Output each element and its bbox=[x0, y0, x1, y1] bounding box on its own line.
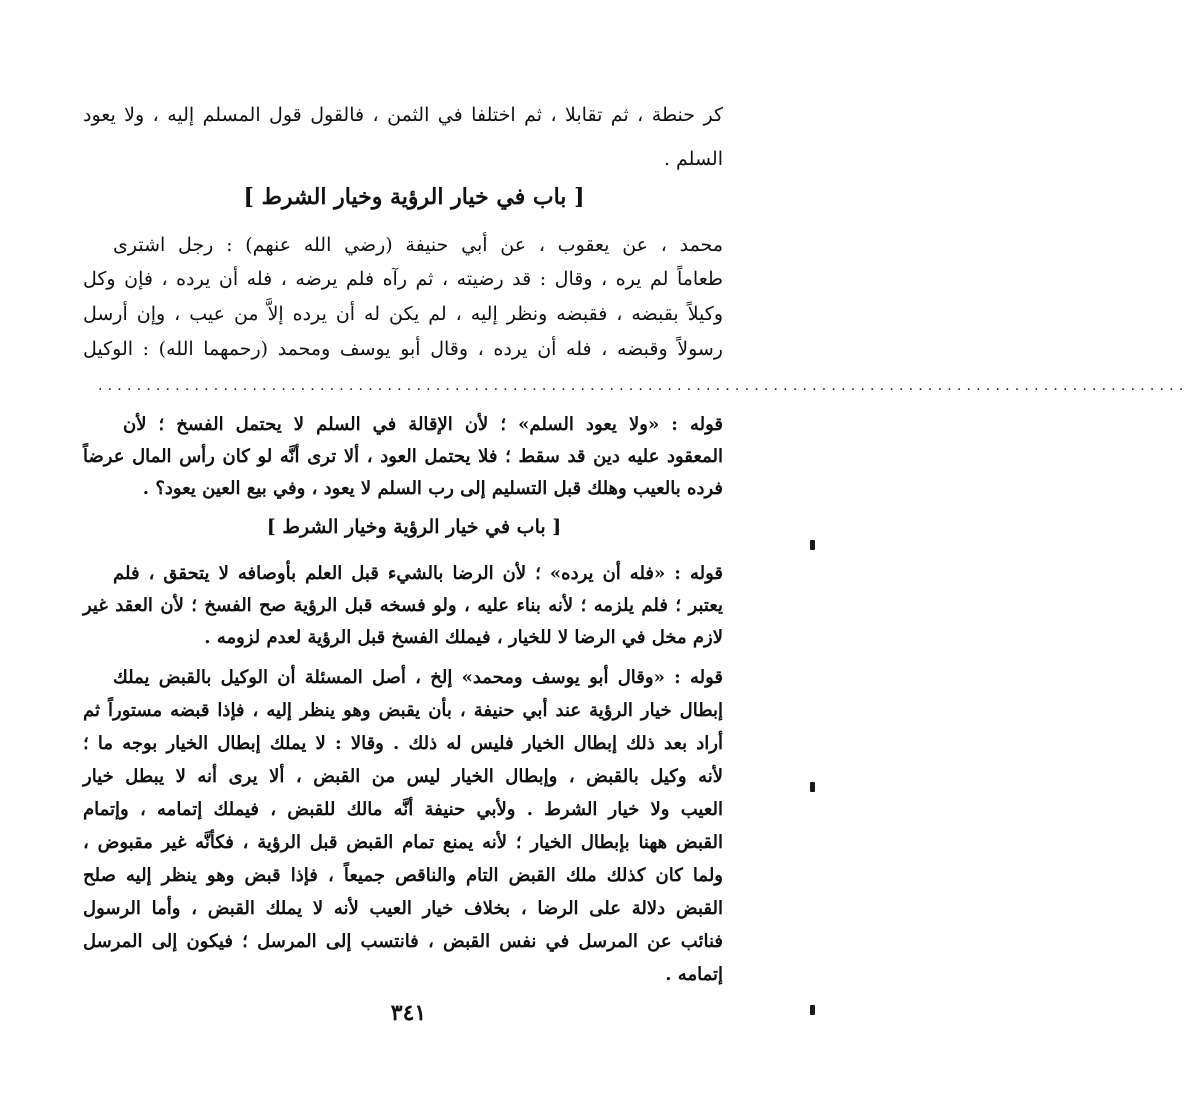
commentary-3-line-2: إبطال خيار الرؤية عند أبي حنيفة ، بأن يقبض وهو ينظر إليه ، فإذا قبضه مستوراً ثم bbox=[83, 700, 723, 721]
commentary-2-line-1: قوله : «فله أن يرده» ؛ لأن الرضا بالشيء قبل العلم بأوصافه لا يتحقق ، فلم bbox=[113, 563, 723, 584]
upper-text-line-2: السلم . bbox=[663, 148, 723, 170]
commentary-3-line-8: القبض دلالة على الرضا ، بخلاف خيار العيب لأنه لا يملك القبض ، وأما الرسول bbox=[83, 898, 723, 919]
commentary-2-line-3: لازم مخل في الرضا لا للخيار ، فيملك الفسخ قبل الرؤية لعدم لزومه . bbox=[204, 627, 723, 648]
scan-mark bbox=[810, 540, 815, 550]
scan-mark bbox=[810, 1005, 815, 1015]
main-paragraph-line-3: وكيلاً بقبضه ، فقبضه ونظر إليه ، لم يكن له أن يرده إلاَّ من عيب ، وإن أرسل bbox=[83, 303, 723, 325]
commentary-2-line-2: يعتبر ؛ فلم يلزمه ؛ لأنه بناء عليه ، ولو فسخه قبل الرؤية صح الفسخ ؛ لأن العقد غير bbox=[83, 595, 723, 616]
upper-text-line-1: كر حنطة ، ثم تقابلا ، ثم اختلفا في الثمن ، فالقول قول المسلم إليه ، ولا يعود bbox=[83, 104, 723, 126]
commentary-1-line-1: قوله : «ولا يعود السلم» ؛ لأن الإقالة في السلم لا يحتمل الفسخ ؛ لأن bbox=[123, 414, 723, 435]
commentary-3-line-5: العيب ولا خيار الشرط . ولأبي حنيفة أنَّه مالك للقبض ، فيملك إتمامه ، وإتمام bbox=[83, 799, 723, 820]
main-paragraph-line-2: طعاماً لم يره ، وقال : قد رضيته ، ثم رآه فلم يرضه ، فله أن يرده ، فإن وكل bbox=[83, 268, 723, 290]
commentary-1-line-2: المعقود عليه دين قد سقط ؛ فلا يحتمل العود ، ألا ترى أنَّه لو كان رأس المال عرضاً bbox=[83, 446, 723, 467]
commentary-3-line-4: لأنه وكيل بالقبض ، وإبطال الخيار ليس من القبض ، ألا يرى أنه لا يبطل خيار bbox=[83, 766, 723, 787]
commentary-3-line-3: أراد بعد ذلك إبطال الخيار فليس له ذلك . وقالا : لا يملك إبطال الخيار بوجه ما ؛ bbox=[83, 733, 723, 754]
commentary-3-line-1: قوله : «وقال أبو يوسف ومحمد» إلخ ، أصل المسئلة أن الوكيل بالقبض يملك bbox=[113, 667, 723, 688]
main-paragraph-line-1: محمد ، عن يعقوب ، عن أبي حنيفة (رضي الله عنهم) : رجل اشترى bbox=[113, 234, 723, 256]
commentary-3-line-7: ولما كان كذلك ملك القبض التام والناقص جميعاً ، فإذا قبض وهو ينظر إليه صلح bbox=[83, 865, 723, 886]
commentary-1-line-3: فرده بالعيب وهلك قبل التسليم إلى رب السلم لا يعود ، وفي بيع العين يعود؟ . bbox=[142, 478, 723, 499]
commentary-heading: [ باب في خيار الرؤية وخيار الشرط ] bbox=[266, 516, 562, 538]
commentary-3-line-6: القبض ههنا بإبطال الخيار ؛ لأنه يمنع تمام القبض قبل الرؤية ، فكأنَّه غير مقبوض ، bbox=[83, 832, 723, 853]
commentary-3-line-10: إتمامه . bbox=[665, 964, 723, 985]
commentary-3-line-9: فنائب عن المرسل في نفس القبض ، فانتسب إلى المرسل ؛ فيكون إلى المرسل bbox=[83, 931, 723, 952]
section-heading: [ باب في خيار الرؤية وخيار الشرط ] bbox=[243, 184, 585, 210]
page-number: ٣٤١ bbox=[390, 1000, 427, 1026]
scan-mark bbox=[810, 782, 815, 792]
dotted-separator: ................................................................................................................. bbox=[98, 378, 1188, 394]
main-paragraph-line-4: رسولاً وقبضه ، فله أن يرده ، وقال أبو يوسف ومحمد (رحمهما الله) : الوكيل bbox=[83, 338, 723, 360]
